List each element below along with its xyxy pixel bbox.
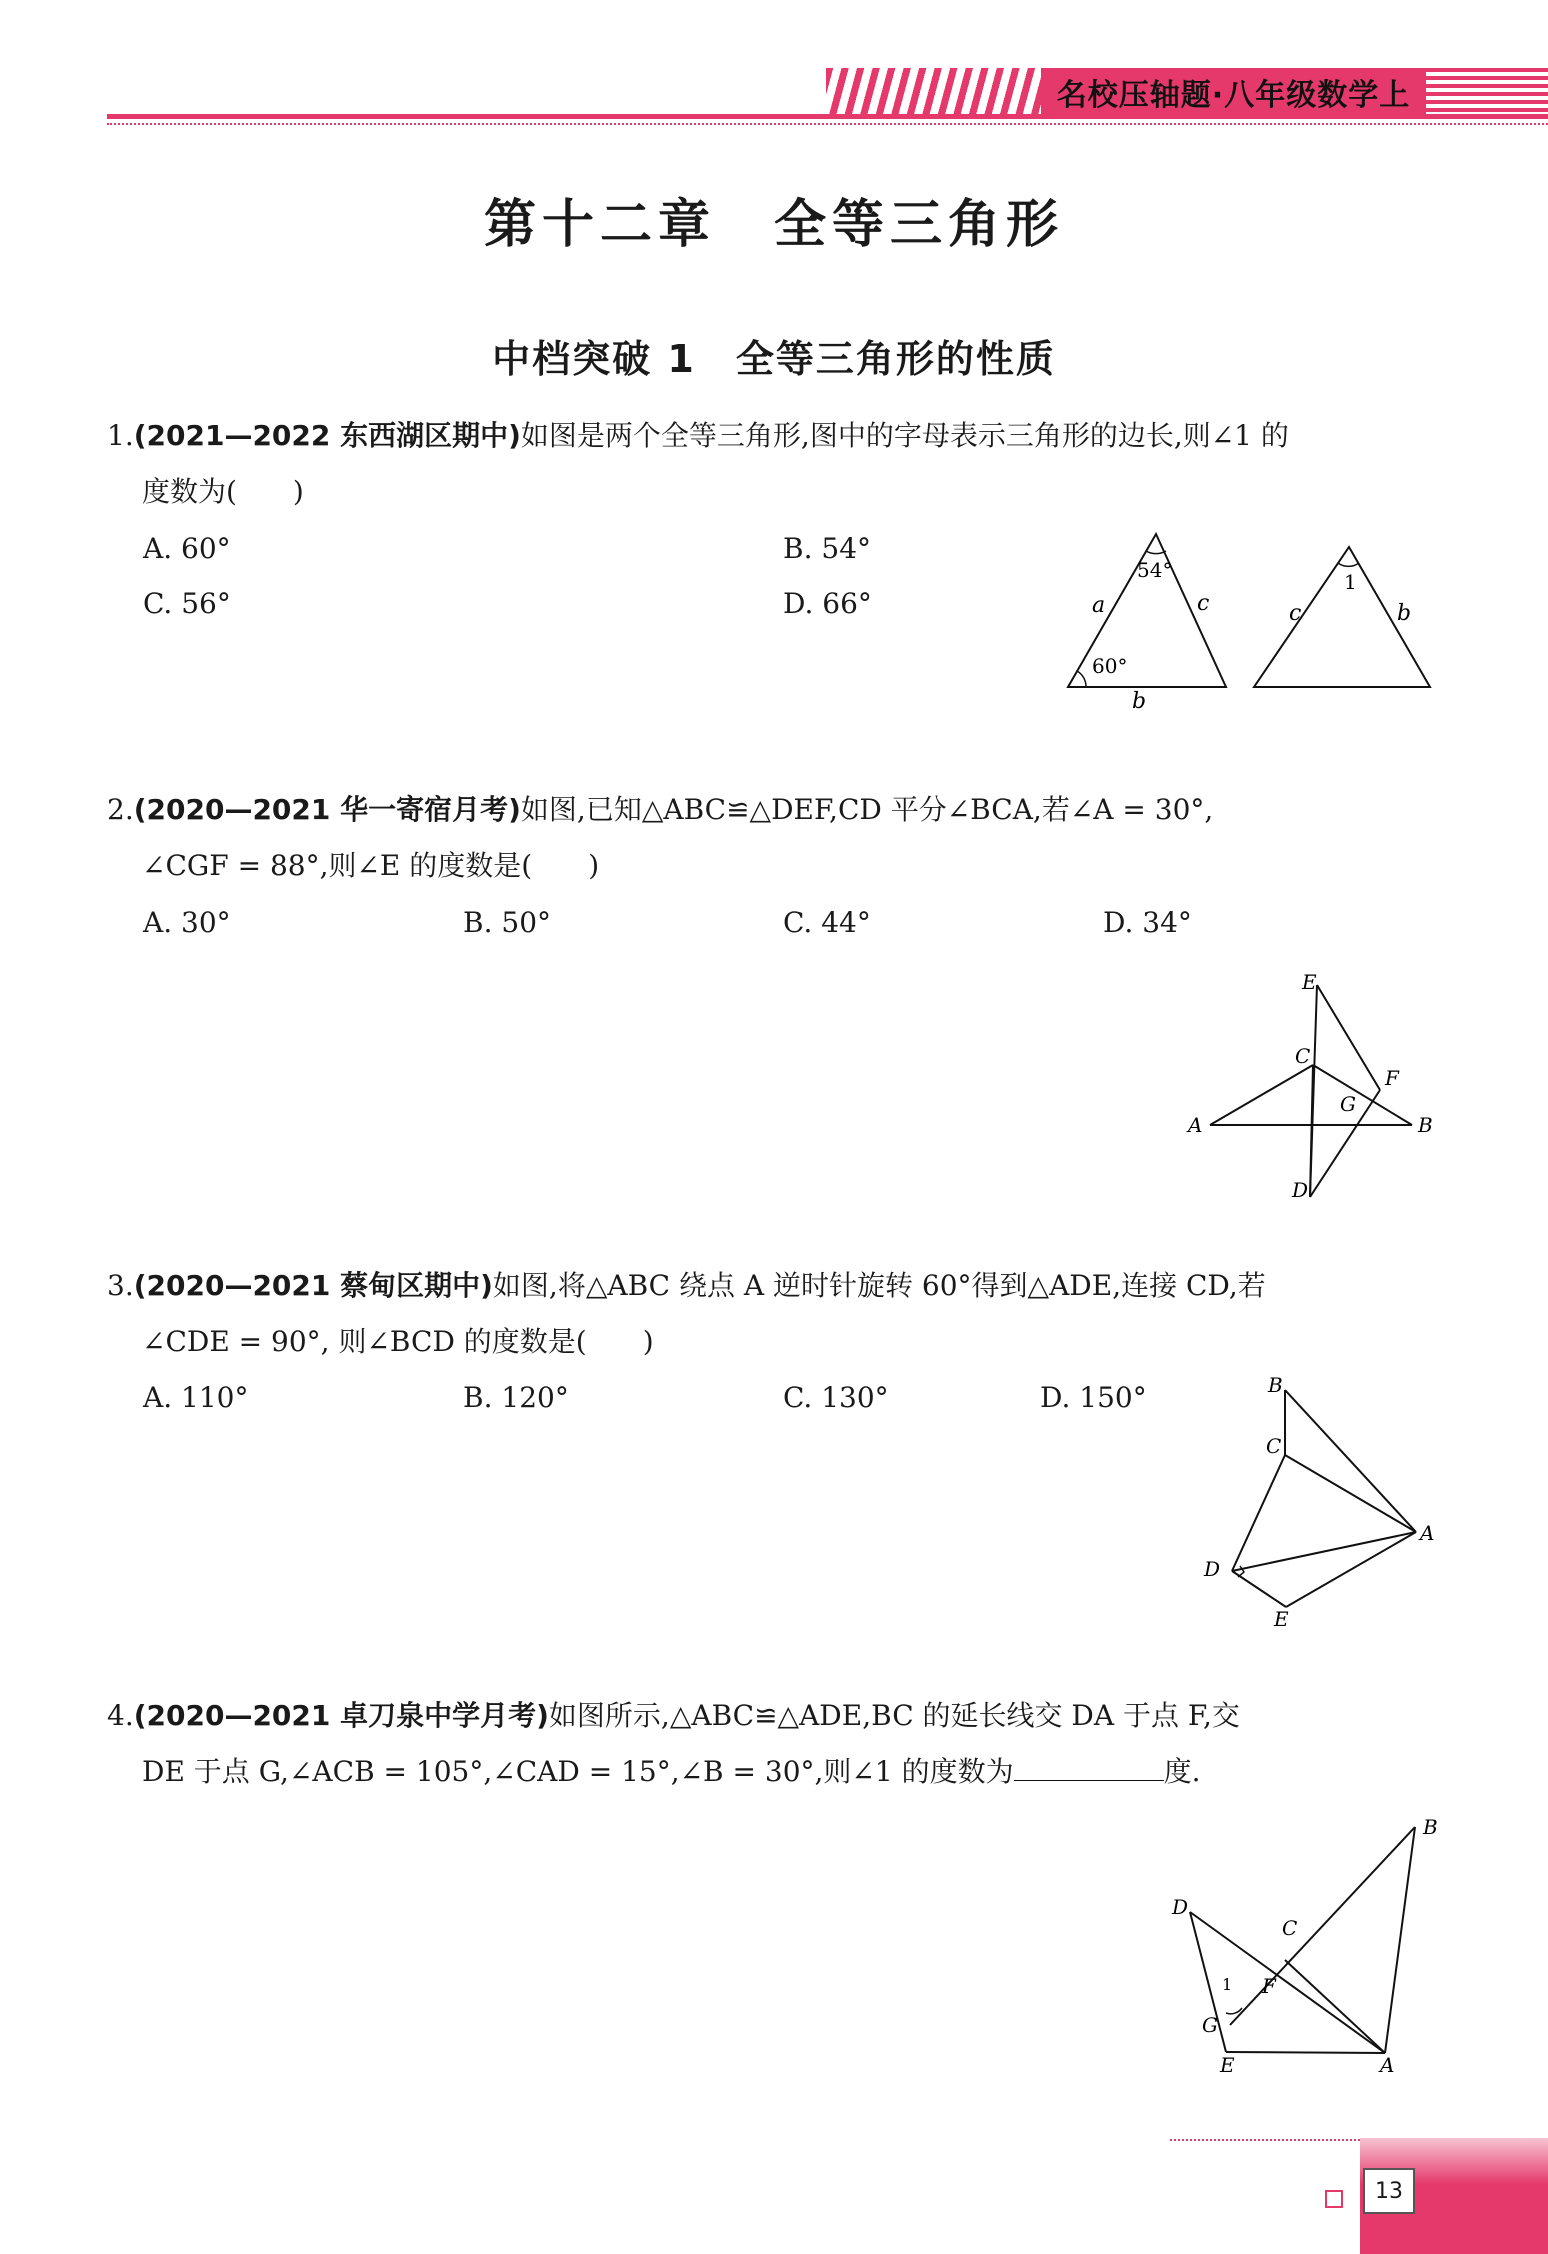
q3-option-a[interactable]: A. 110° bbox=[143, 1381, 249, 1414]
question-4: 4.(2020—2021 卓刀泉中学月考)如图所示,△ABC≌△ADE,BC 的延长线交 DA 于点 F,交 DE 于点 G,∠ACB = 105°,∠CAD = 15°,∠B = 30°,则∠1 的度数为 度. bbox=[107, 1699, 1240, 1788]
question-2: 2.(2020—2021 华一寄宿月考)如图,已知△ABC≌△DEF,CD 平分∠BCA,若∠A = 30°, ∠CGF = 88°,则∠E 的度数是( ) bbox=[107, 793, 1214, 882]
q3-option-d[interactable]: D. 150° bbox=[1040, 1381, 1147, 1414]
header-rule bbox=[107, 114, 1548, 119]
q1-option-c[interactable]: C. 56° bbox=[143, 587, 231, 620]
q1-option-d[interactable]: D. 66° bbox=[783, 587, 872, 620]
q4-label-c: C bbox=[1282, 1916, 1298, 1940]
q4-label-angle1: 1 bbox=[1222, 1975, 1233, 1994]
q3-label-e: E bbox=[1274, 1607, 1289, 1631]
q4-answer-blank[interactable] bbox=[1014, 1754, 1164, 1781]
q1-label-60: 60° bbox=[1092, 654, 1128, 678]
q2-label-c: C bbox=[1295, 1044, 1311, 1068]
q3-option-c[interactable]: C. 130° bbox=[783, 1381, 889, 1414]
q2-option-c[interactable]: C. 44° bbox=[783, 906, 871, 939]
q2-label-d: D bbox=[1292, 1178, 1309, 1202]
q3-figure bbox=[1190, 1370, 1450, 1640]
header-stripes bbox=[826, 68, 1041, 118]
question-3: 3.(2020—2021 蔡甸区期中)如图,将△ABC 绕点 A 逆时针旋转 60°得到△ADE,连接 CD,若 ∠CDE = 90°, 则∠BCD 的度数是( ) bbox=[107, 1269, 1266, 1358]
q2-label-f: F bbox=[1385, 1066, 1399, 1090]
q1-label-b: b bbox=[1132, 689, 1147, 714]
q2-option-d[interactable]: D. 34° bbox=[1103, 906, 1192, 939]
q4-label-d: D bbox=[1172, 1895, 1189, 1919]
section-title: 中档突破 1 全等三角形的性质 bbox=[492, 337, 1056, 381]
header-tail-decoration bbox=[1426, 68, 1548, 116]
q2-label-a: A bbox=[1188, 1113, 1203, 1137]
chapter-title: 第十二章 全等三角形 bbox=[483, 194, 1064, 255]
q4-label-b: B bbox=[1423, 1815, 1438, 1839]
q1-label-c: c bbox=[1197, 591, 1210, 616]
q3-label-c: C bbox=[1266, 1434, 1282, 1458]
question-source: (2020—2021 蔡甸区期中) bbox=[133, 1269, 493, 1302]
header-dotted-rule bbox=[107, 123, 1548, 125]
q3-label-b: B bbox=[1268, 1373, 1283, 1397]
q3-label-d: D bbox=[1204, 1557, 1221, 1581]
q1-option-a[interactable]: A. 60° bbox=[143, 532, 231, 565]
q4-figure bbox=[1160, 1810, 1460, 2085]
q1-figure bbox=[1060, 520, 1460, 720]
page-number: 13 bbox=[1363, 2168, 1415, 2214]
q2-figure bbox=[1180, 965, 1440, 1215]
footer-dotted-rule bbox=[1170, 2139, 1360, 2141]
q1-label-54: 54° bbox=[1137, 558, 1173, 582]
q1-label-b2: b bbox=[1397, 601, 1412, 626]
question-1: 1.(2021—2022 东西湖区期中)如图是两个全等三角形,图中的字母表示三角形的边长,则∠1 的 度数为( ) bbox=[107, 419, 1289, 508]
q2-label-g: G bbox=[1340, 1092, 1356, 1116]
q4-label-g: G bbox=[1202, 2013, 1218, 2037]
q3-label-a: A bbox=[1420, 1521, 1435, 1545]
footer-square-icon bbox=[1325, 2190, 1343, 2208]
q4-label-e: E bbox=[1220, 2053, 1235, 2077]
q4-label-f: F bbox=[1262, 1974, 1276, 1998]
q2-label-e: E bbox=[1302, 970, 1317, 994]
question-source: (2020—2021 卓刀泉中学月考) bbox=[133, 1699, 549, 1732]
question-source: (2020—2021 华一寄宿月考) bbox=[133, 793, 521, 826]
q1-option-b[interactable]: B. 54° bbox=[783, 532, 872, 565]
header-book-title: 名校压轴题·八年级数学上 bbox=[1041, 68, 1426, 116]
q1-label-c2: c bbox=[1289, 601, 1302, 626]
q4-label-a: A bbox=[1380, 2053, 1395, 2077]
q1-label-a: a bbox=[1092, 593, 1106, 618]
question-source: (2021—2022 东西湖区期中) bbox=[133, 419, 521, 452]
q2-option-a[interactable]: A. 30° bbox=[143, 906, 231, 939]
q2-label-b: B bbox=[1418, 1113, 1433, 1137]
q1-label-angle1: 1 bbox=[1344, 570, 1357, 594]
q2-option-b[interactable]: B. 50° bbox=[463, 906, 552, 939]
q3-option-b[interactable]: B. 120° bbox=[463, 1381, 569, 1414]
